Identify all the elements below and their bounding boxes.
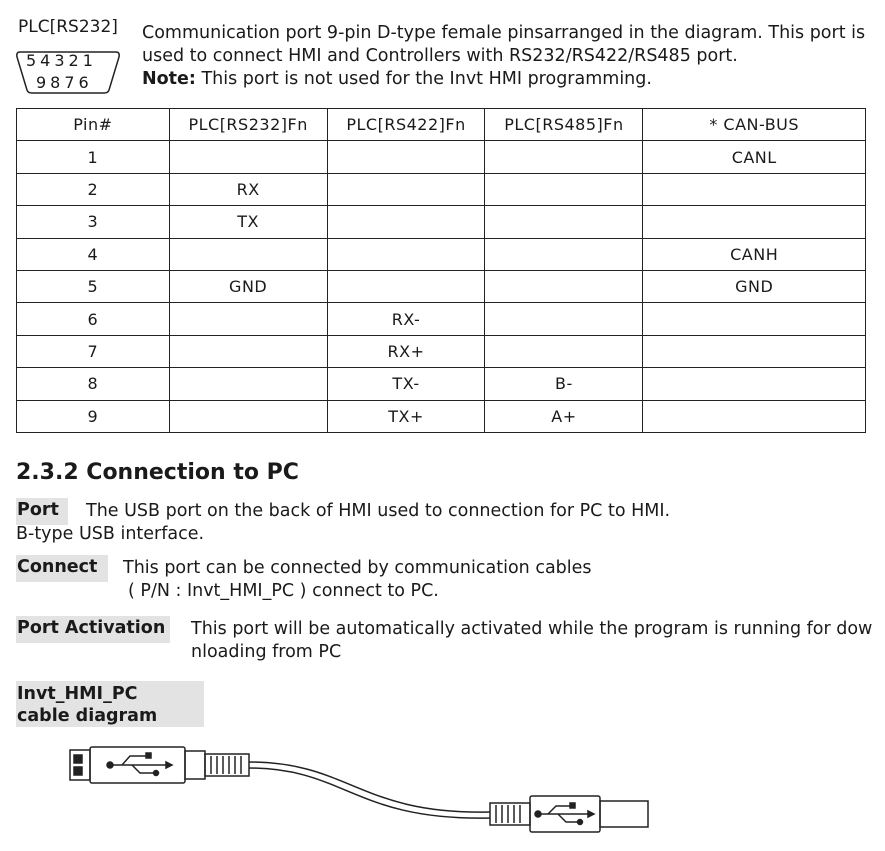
table-cell: RX+: [327, 335, 485, 367]
table-row: [17, 368, 866, 400]
table-cell: [485, 206, 643, 238]
header-pin: Pin#: [17, 109, 170, 141]
table-cell: 6: [17, 303, 170, 335]
port-label: PLC[RS232]: [18, 17, 118, 37]
connect-tag: Connect: [16, 555, 108, 582]
table-cell: 4: [17, 238, 170, 270]
table-row: [17, 173, 866, 205]
table-cell: [327, 173, 485, 205]
port-description-text: Communication port 9-pin D-type female pinsarranged in the diagram. This port is used to connect HMI and Controllers with RS232/RS422/RS485 port.: [142, 23, 866, 66]
table-cell: TX+: [327, 400, 485, 432]
activation-tag: Port Activation: [16, 616, 170, 643]
dsub-pins-bottom: 9876: [36, 73, 93, 92]
table-header-row: [17, 109, 866, 141]
header-rs232: PLC[RS232]Fn: [169, 109, 327, 141]
table-cell: [485, 173, 643, 205]
table-cell: A+: [485, 400, 643, 432]
usb-cable-icon: [60, 735, 660, 835]
table-cell: [485, 238, 643, 270]
table-cell: GND: [169, 270, 327, 302]
header-canbus: * CAN-BUS: [643, 109, 866, 141]
table-cell: [169, 368, 327, 400]
table-cell: [169, 141, 327, 173]
table-cell: CANH: [643, 238, 866, 270]
table-row: [17, 238, 866, 270]
cable-tag-line2: cable diagram: [17, 706, 158, 726]
table-row: [17, 400, 866, 432]
table-cell: 9: [17, 400, 170, 432]
table-cell: [643, 173, 866, 205]
dsub-pins-top: 54321: [26, 51, 97, 70]
table-cell: 1: [17, 141, 170, 173]
table-cell: [169, 400, 327, 432]
table-cell: [327, 270, 485, 302]
pin-table: [16, 108, 866, 433]
table-row: [17, 303, 866, 335]
table-cell: B-: [485, 368, 643, 400]
port-text-2: B-type USB interface.: [16, 524, 205, 544]
section-title: 2.3.2 Connection to PC: [16, 460, 299, 485]
port-tag: Port: [16, 498, 68, 525]
table-row: [17, 335, 866, 367]
table-cell: [485, 270, 643, 302]
table-cell: TX-: [327, 368, 485, 400]
dsub-connector-icon: [14, 47, 122, 95]
table-cell: [485, 303, 643, 335]
port-description: [142, 22, 882, 91]
table-cell: [327, 141, 485, 173]
table-cell: [327, 206, 485, 238]
table-cell: GND: [643, 270, 866, 302]
table-cell: TX: [169, 206, 327, 238]
table-cell: RX-: [327, 303, 485, 335]
table-cell: [169, 238, 327, 270]
cable-tag: [16, 681, 204, 727]
activation-text: This port will be automatically activated while the program is running for dow nloading from PC: [191, 619, 873, 662]
table-cell: [485, 141, 643, 173]
port-text: The USB port on the back of HMI used to connection for PC to HMI.: [86, 501, 671, 521]
table-cell: CANL: [643, 141, 866, 173]
connect-text-2: ( P/N : Invt_HMI_PC ) connect to PC.: [128, 581, 439, 601]
table-row: [17, 270, 866, 302]
table-cell: [169, 303, 327, 335]
table-cell: 7: [17, 335, 170, 367]
table-cell: [169, 335, 327, 367]
cable-tag-line1: Invt_HMI_PC: [17, 684, 138, 704]
table-cell: 8: [17, 368, 170, 400]
table-row: [17, 206, 866, 238]
table-cell: [485, 335, 643, 367]
note-text: This port is not used for the Invt HMI programming.: [201, 69, 652, 89]
table-cell: [643, 368, 866, 400]
table-cell: [643, 303, 866, 335]
table-cell: [643, 400, 866, 432]
header-rs485: PLC[RS485]Fn: [485, 109, 643, 141]
header-rs422: PLC[RS422]Fn: [327, 109, 485, 141]
table-cell: RX: [169, 173, 327, 205]
table-row: [17, 141, 866, 173]
table-cell: [643, 206, 866, 238]
table-cell: 2: [17, 173, 170, 205]
connect-text: This port can be connected by communication cables: [123, 558, 592, 578]
note-label: Note:: [142, 69, 196, 89]
table-cell: [643, 335, 866, 367]
table-cell: 5: [17, 270, 170, 302]
table-cell: [327, 238, 485, 270]
table-cell: 3: [17, 206, 170, 238]
